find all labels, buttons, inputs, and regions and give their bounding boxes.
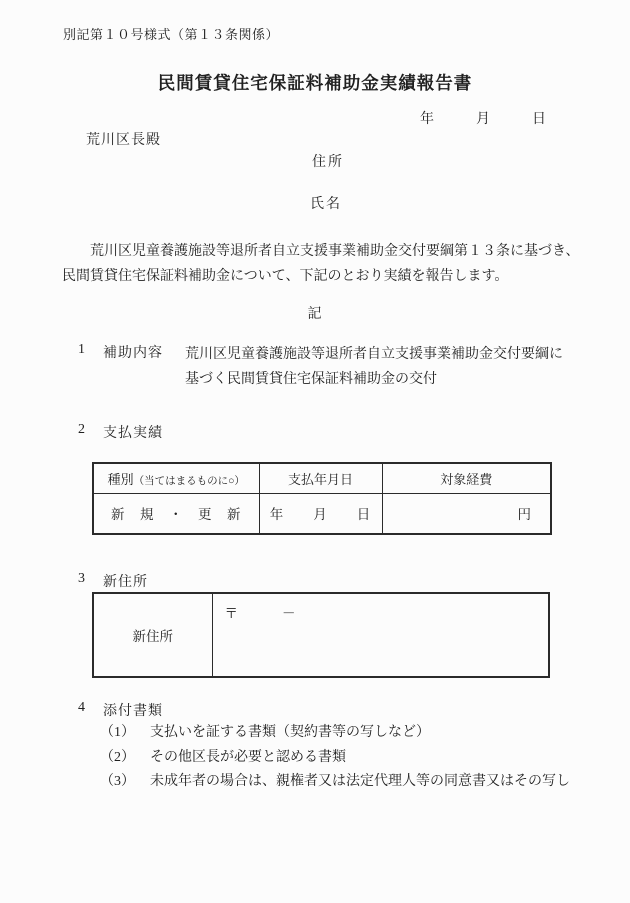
section-1-content [185, 342, 563, 392]
attachment-item [100, 770, 570, 795]
attachment-item [100, 746, 570, 771]
section-subsidy-content [0, 342, 630, 392]
attachment-list [100, 721, 570, 795]
new-address-table [92, 592, 550, 678]
document-title: 民間賃貸住宅保証料補助金実績報告書 [157, 73, 473, 93]
date-line [420, 108, 546, 128]
intro-line-1: 荒川区児童養護施設等退所者自立支援事業補助金交付要綱第１３条に基づき、 [90, 244, 580, 259]
section-new-address [0, 571, 630, 591]
attachment-3-marker: （3） [100, 774, 135, 789]
intro-paragraph [62, 240, 582, 289]
section-4-number: 4 [78, 700, 85, 715]
section-payment-record [0, 422, 630, 442]
section-4-label: 添付書類 [103, 704, 163, 719]
new-address-row [93, 593, 549, 677]
attachment-item [100, 721, 570, 746]
payment-table [92, 462, 552, 535]
postal-dash: － [282, 606, 296, 621]
date-day-label: 日 [532, 112, 546, 127]
pay-date-value-cell: 年 月 日 [259, 493, 382, 534]
section-1-number: 1 [78, 342, 85, 357]
payment-table-header-type [93, 463, 259, 493]
type-value-cell: 新 規 ・ 更 新 [93, 493, 259, 534]
new-address-label-cell: 新住所 [93, 593, 212, 677]
date-month-label: 月 [476, 112, 490, 127]
attachment-2-marker: （2） [100, 749, 135, 765]
section-1-content-line-2: 基づく民間賃貸住宅保証料補助金の交付 [185, 372, 437, 387]
postal-mark: 〒 [224, 606, 238, 621]
section-2-number: 2 [78, 422, 85, 437]
record-marker: 記 [307, 307, 323, 322]
postal-code-line [225, 602, 549, 622]
attachment-2-text: その他区長が必要と認める書類 [150, 749, 346, 765]
section-1-label: 補助内容 [103, 346, 163, 361]
addressee: 荒川区長殿 [86, 133, 161, 148]
payment-table-header-date: 支払年月日 [259, 463, 382, 493]
payment-table-header-expense: 対象経費 [382, 463, 551, 493]
date-year-label: 年 [420, 112, 434, 127]
type-header-note: （当てはまるものに○） [133, 475, 245, 487]
section-attachments [0, 700, 630, 720]
attachment-1-text: 支払いを証する書類（契約書等の写しなど） [150, 725, 430, 740]
section-2-label: 支払実績 [103, 426, 163, 441]
section-1-content-line-1: 荒川区児童養護施設等退所者自立支援事業補助金交付要綱に [185, 347, 563, 362]
type-header-main: 種別 [107, 471, 134, 487]
form-number: 別記第１０号様式（第１３条関係） [63, 27, 280, 42]
name-label: 氏名 [310, 197, 342, 212]
intro-line-2: 民間賃貸住宅保証料補助金について、下記のとおり実績を報告します。 [62, 268, 509, 284]
payment-table-header-row [93, 463, 551, 493]
attachment-3-text: 未成年者の場合は、親権者又は法定代理人等の同意書又はその写し [150, 774, 570, 789]
payment-table-data-row [93, 493, 551, 534]
attachment-1-marker: （1） [100, 725, 135, 740]
address-label: 住所 [312, 155, 344, 170]
section-3-label: 新住所 [103, 575, 148, 590]
section-3-number: 3 [78, 571, 85, 586]
new-address-value-cell [212, 593, 549, 677]
expense-value-cell: 円 [382, 493, 551, 534]
